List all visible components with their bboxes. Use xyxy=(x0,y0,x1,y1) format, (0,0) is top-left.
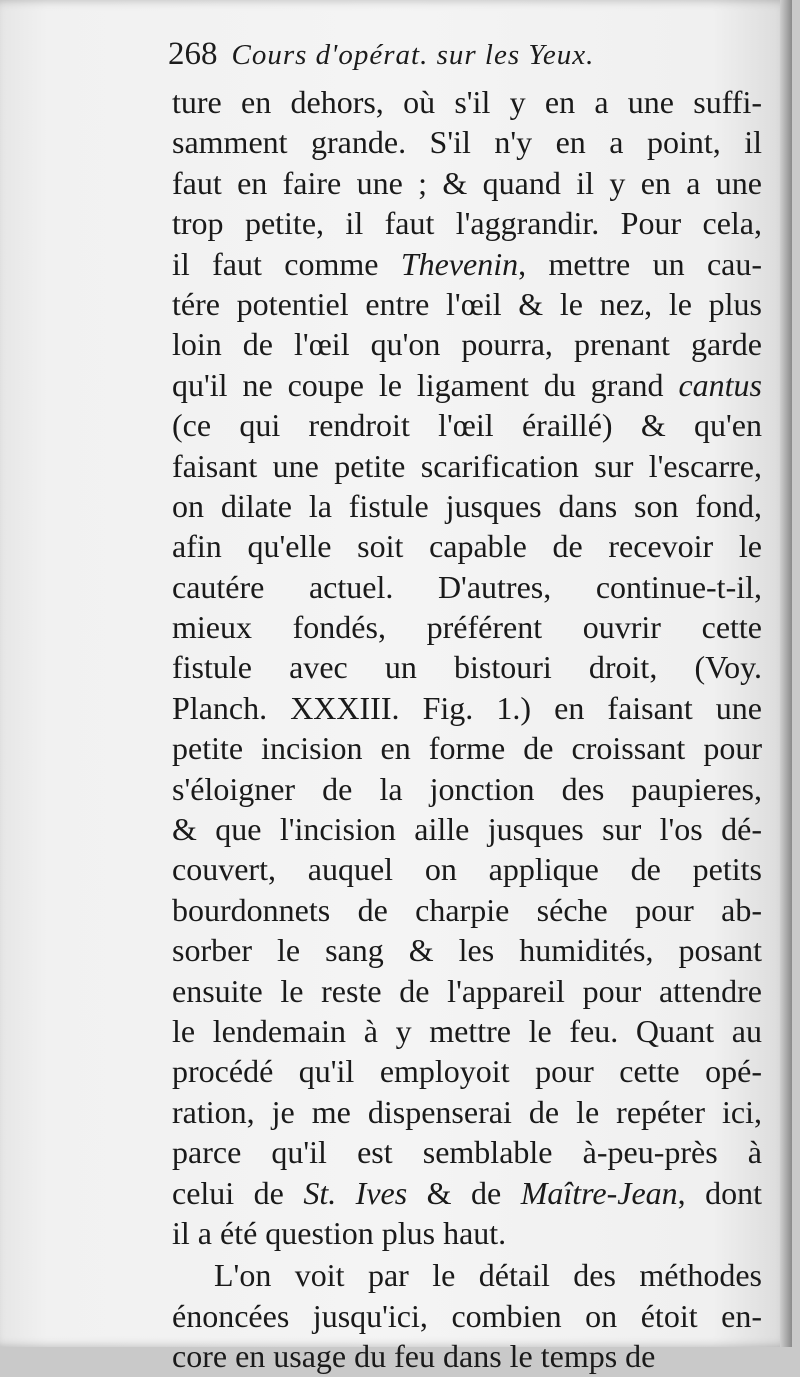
italic-name: Maître-Jean xyxy=(520,1174,678,1211)
text-line: il a été question plus haut. xyxy=(172,1214,507,1251)
text-line: fistule avec un bistouri droit, (Voy. xyxy=(172,649,762,686)
italic-name: cantus xyxy=(678,366,762,403)
text-line: loin de l'œil qu'on pourra, prenant garde xyxy=(172,326,762,363)
text-line: samment grande. S'il n'y en a point, il xyxy=(172,124,762,161)
text-line: ture en dehors, où s'il y en a une suffi- xyxy=(172,84,762,120)
text-line: trop petite, il faut l'aggrandir. Pour cela, xyxy=(172,205,762,242)
running-title: Cours d'opérat. sur les Yeux. xyxy=(231,39,595,71)
text-line: (ce qui rendroit l'œil éraillé) & qu'en xyxy=(172,407,762,444)
italic-name: St. Ives xyxy=(303,1174,408,1211)
text-line: il faut comme Thevenin, mettre un cau- xyxy=(172,245,762,282)
text-line: ensuite le reste de l'appareil pour attendre xyxy=(172,972,762,1009)
text-line: qu'il ne coupe le ligament du grand cantus xyxy=(172,366,762,403)
text-line: faut en faire une ; & quand il y en a une xyxy=(172,164,762,201)
text-line: petite incision en forme de croissant pour xyxy=(172,730,762,767)
text-line: Planch. XXXIII. Fig. 1.) en faisant une xyxy=(172,689,762,726)
text-line: & que l'incision aille jusques sur l'os dé- xyxy=(172,811,762,848)
text-line: faisant une petite scarification sur l'escarre, xyxy=(172,447,762,484)
text-line: core en usage du feu dans le temps de xyxy=(172,1338,656,1375)
body-text xyxy=(172,82,762,1377)
text-line: celui de St. Ives & de Maître-Jean, dont xyxy=(172,1174,762,1211)
text-line: parce qu'il est semblable à-peu-près à xyxy=(172,1134,762,1171)
text-line: bourdonnets de charpie séche pour ab- xyxy=(172,891,762,928)
text-line: cautére actuel. D'autres, continue-t-il, xyxy=(172,568,762,605)
text-line: on dilate la fistule jusques dans son fond, xyxy=(172,487,762,524)
text-line: L'on voit par le détail des méthodes xyxy=(214,1257,762,1294)
text-line: énoncées jusqu'ici, combien on étoit en- xyxy=(172,1297,762,1334)
paragraph-2 xyxy=(172,1255,762,1376)
text-line: le lendemain à y mettre le feu. Quant au xyxy=(172,1012,762,1049)
italic-name: Thevenin xyxy=(400,245,519,282)
running-header xyxy=(168,36,758,84)
text-line: procédé qu'il employoit pour cette opé- xyxy=(172,1053,762,1090)
text-line: ration, je me dispenserai de le repéter ici, xyxy=(172,1093,762,1130)
text-line: tére potentiel entre l'œil & le nez, le plus xyxy=(172,285,762,322)
page-number: 268 xyxy=(168,36,218,72)
text-line: s'éloigner de la jonction des paupieres, xyxy=(172,770,762,807)
paragraph-1 xyxy=(172,82,762,1253)
text-line: couvert, auquel on applique de petits xyxy=(172,851,762,888)
text-line: sorber le sang & les humidités, posant xyxy=(172,932,762,969)
page-gutter xyxy=(780,0,792,1347)
text-line: mieux fondés, préférent ouvrir cette xyxy=(172,609,762,646)
text-line: afin qu'elle soit capable de recevoir le xyxy=(172,528,762,565)
